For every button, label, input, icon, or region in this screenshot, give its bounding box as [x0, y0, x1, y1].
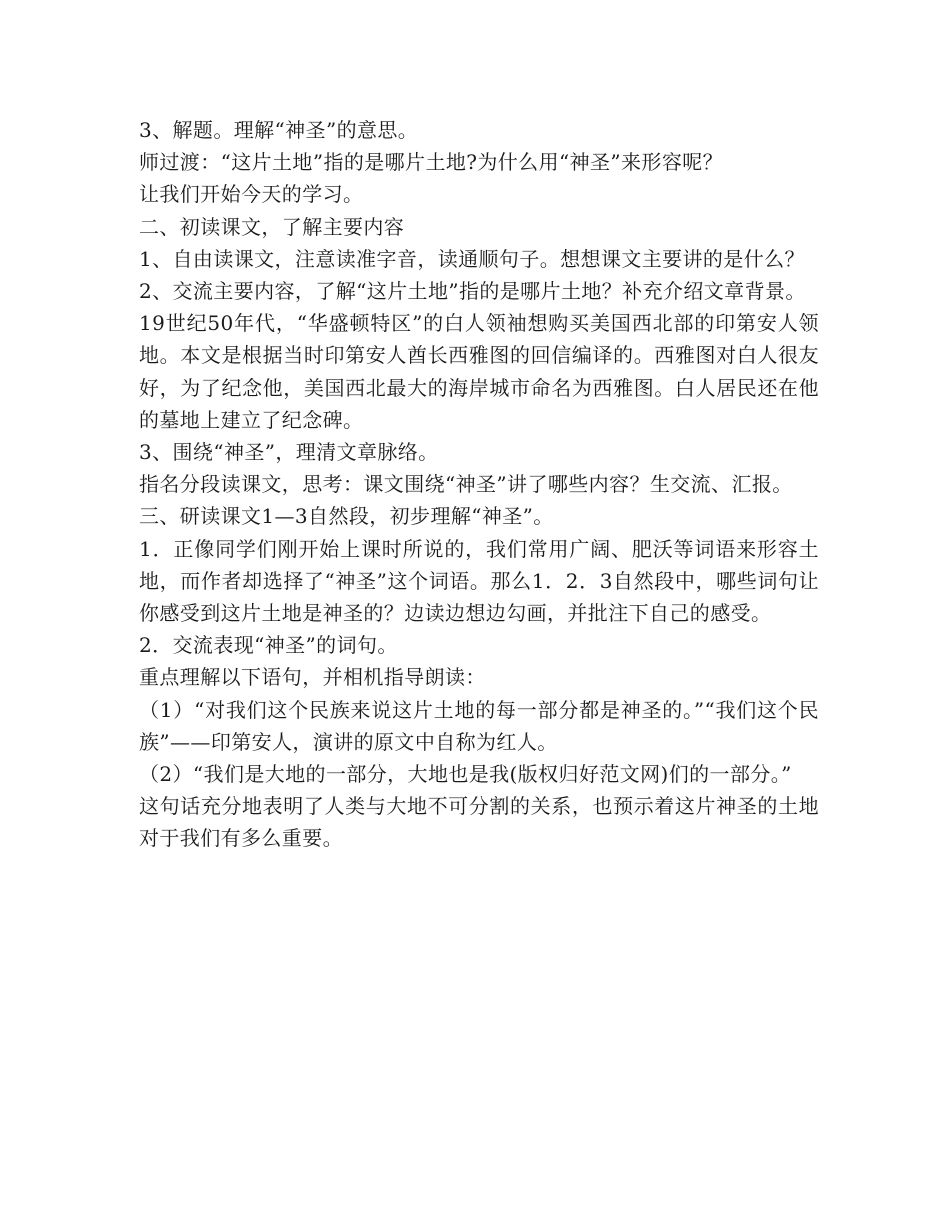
section-heading: 三、研读课文1—3自然段，初步理解“神圣”。 [139, 504, 554, 529]
paragraph: 2．交流表现“神圣”的词句。 [139, 633, 398, 658]
document-body [139, 114, 819, 855]
section-heading: 二、初读课文，了解主要内容 [139, 214, 405, 239]
paragraph: 1．正像同学们刚开始上课时所说的，我们常用广阔、肥沃等词语来形容土地，而作者却选择了“神圣”这个词语。那么1．2．3自然段中，哪些词句让你感受到这片土地是神圣的？边读边想边勾画，并批注下自己的感受。 [139, 536, 819, 626]
paragraph: （1）“对我们这个民族来说这片土地的每一部分都是神圣的。”“我们这个民族”——印第安人，演讲的原文中自称为红人。 [139, 697, 819, 754]
paragraph: 指名分段读课文，思考：课文围绕“神圣”讲了哪些内容？生交流、汇报。 [139, 472, 793, 497]
paragraph: 3、围绕“神圣”，理清文章脉络。 [139, 440, 439, 465]
paragraph: 这句话充分地表明了人类与大地不可分割的关系，也预示着这片神圣的土地对于我们有多么重要。 [139, 794, 819, 851]
paragraph: 让我们开始今天的学习。 [139, 182, 364, 207]
paragraph: 3、解题。理解“神圣”的意思。 [139, 118, 419, 142]
paragraph: （2）“我们是大地的一部分，大地也是我(版权归好范文网)们的一部分。” [139, 762, 792, 787]
paragraph: 2、交流主要内容，了解“这片土地”指的是哪片土地？补充介绍文章背景。 [139, 279, 806, 304]
paragraph: 重点理解以下语句，并相机指导朗读： [139, 665, 486, 690]
paragraph: 师过渡：“这片土地”指的是哪片土地?为什么用“神圣”来形容呢？ [139, 150, 724, 175]
paragraph: 1、自由读课文，注意读准字音，读通顺句子。想想课文主要讲的是什么？ [139, 246, 805, 271]
paragraph: 19世纪50年代，“华盛顿特区”的白人领袖想购买美国西北部的印第安人领地。本文是根据当时印第安人酋长西雅图的回信编译的。西雅图对白人很友好，为了纪念他，美国西北最大的海岸城市命名为西雅图。白人居民还在他的墓地上建立了纪念碑。 [139, 311, 819, 432]
